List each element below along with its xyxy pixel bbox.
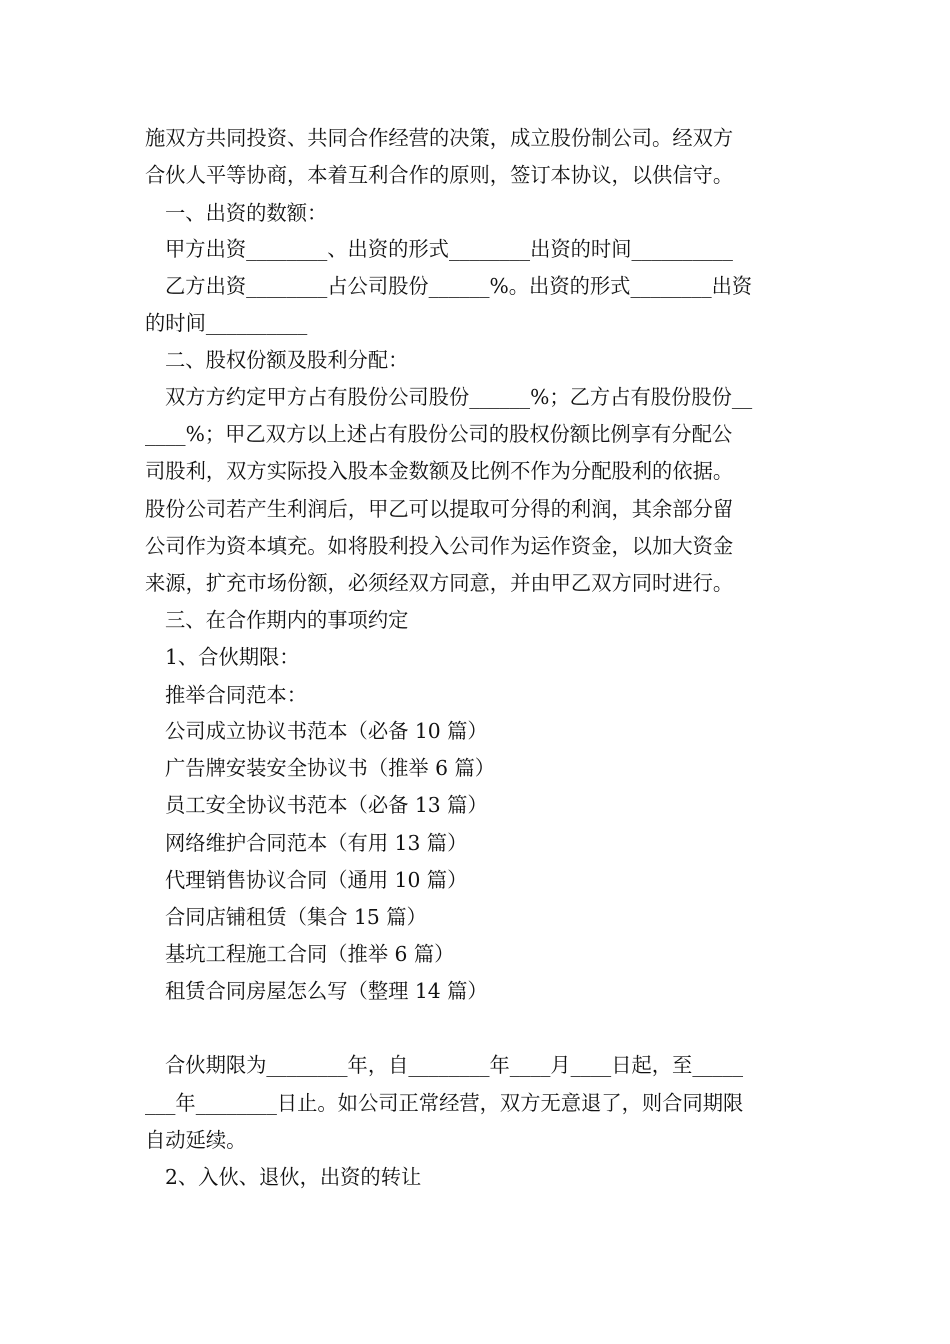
recommended-link[interactable]: 员工安全协议书范本（必备 13 篇） <box>165 793 488 817</box>
recommended-link[interactable]: 合同店铺租赁（集合 15 篇） <box>165 905 427 929</box>
paragraph-line: 的时间__________ <box>145 311 308 335</box>
paragraph-line: ___年________日止。如公司正常经营，双方无意退了，则合同期限 <box>145 1091 744 1115</box>
recommended-link[interactable]: 公司成立协议书范本（必备 10 篇） <box>165 719 488 743</box>
section-heading: 二、股权份额及股利分配： <box>165 348 409 372</box>
paragraph-line: 自动延续。 <box>145 1128 247 1152</box>
section-heading: 三、在合作期内的事项约定 <box>165 608 409 632</box>
recommended-link[interactable]: 代理销售协议合同（通用 10 篇） <box>165 868 468 892</box>
paragraph-line: 股份公司若产生利润后，甲乙可以提取可分得的利润，其余部分留 <box>145 497 734 521</box>
paragraph-line: 合伙期限为________年，自________年____月____日起，至_____ <box>165 1053 744 1077</box>
section-heading: 一、出资的数额： <box>165 201 328 225</box>
subsection-heading: 2、入伙、退伙，出资的转让 <box>165 1165 422 1189</box>
subsection-heading: 1、合伙期限： <box>165 645 300 669</box>
paragraph-line: 合伙人平等协商，本着互利合作的原则，签订本协议，以供信守。 <box>145 163 734 187</box>
paragraph-line: 甲方出资________、出资的形式________出资的时间__________ <box>165 237 733 261</box>
paragraph-line: ____%；甲乙双方以上述占有股份公司的股权份额比例享有分配公 <box>145 422 733 446</box>
recommended-link[interactable]: 基坑工程施工合同（推举 6 篇） <box>165 942 455 966</box>
paragraph-line: 双方方约定甲方占有股份公司股份______%；乙方占有股份股份__ <box>165 385 753 409</box>
paragraph-line: 公司作为资本填充。如将股利投入公司作为运作资金，以加大资金 <box>145 534 734 558</box>
recommended-link[interactable]: 网络维护合同范本（有用 13 篇） <box>165 831 468 855</box>
paragraph-line: 施双方共同投资、共同合作经营的决策，成立股份制公司。经双方 <box>145 126 734 150</box>
recommended-heading: 推举合同范本： <box>165 683 307 707</box>
paragraph-line: 来源，扩充市场份额，必须经双方同意，并由甲乙双方同时进行。 <box>145 571 734 595</box>
recommended-link[interactable]: 广告牌安装安全协议书（推举 6 篇） <box>165 756 496 780</box>
recommended-link[interactable]: 租赁合同房屋怎么写（整理 14 篇） <box>165 979 488 1003</box>
paragraph-line: 司股利，双方实际投入股本金数额及比例不作为分配股利的依据。 <box>145 459 734 483</box>
paragraph-line: 乙方出资________占公司股份______%。出资的形式________出资 <box>165 274 753 298</box>
